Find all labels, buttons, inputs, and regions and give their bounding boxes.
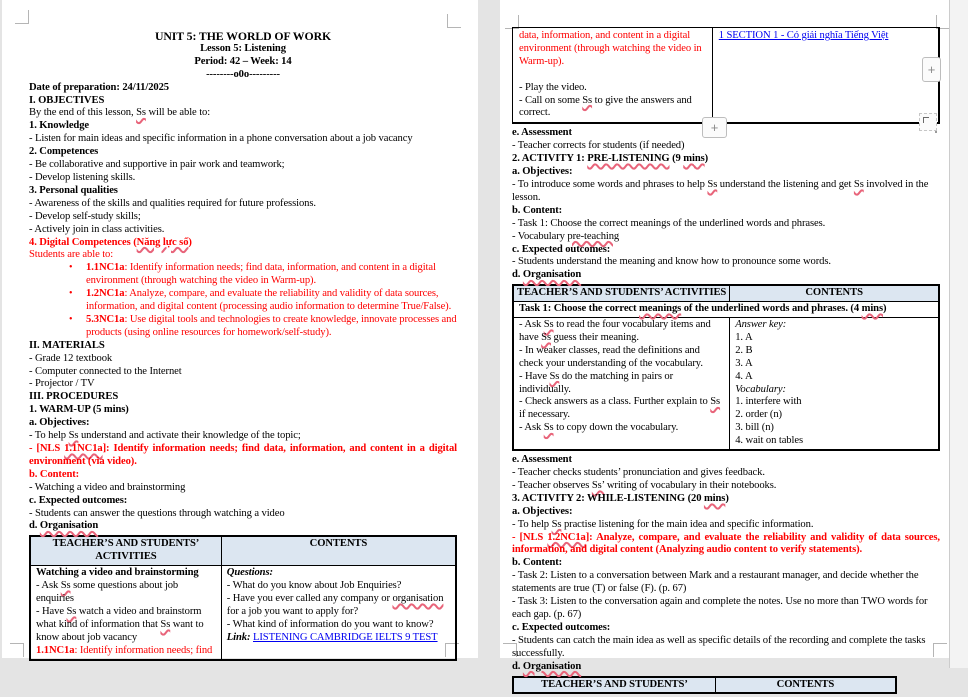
text-run: e. Assessment	[512, 454, 572, 466]
text-run: 1.1NC1a	[36, 644, 75, 656]
paragraph	[33, 538, 219, 564]
text-run: 2. ACTIVITY 1:	[512, 153, 588, 165]
paragraph	[512, 153, 940, 166]
text-run: )	[725, 492, 729, 504]
text-run: Students are able to:	[29, 249, 114, 261]
paragraph	[512, 557, 940, 570]
table-cell-contents	[713, 28, 938, 122]
text-run: By the end of this lesson,	[29, 107, 137, 119]
paragraph	[29, 237, 457, 250]
text-run: - Be collaborative and supportive in pair work and teamwork;	[29, 159, 285, 171]
text-run: understand and activate their knowledge of the topic;	[78, 430, 301, 442]
text-run: ]: Analyze, compare, and evaluate the reliability and validity of data sources, information, and digital content (Analyzing audio content to verify statements).	[512, 531, 940, 556]
text-run: a. Objectives:	[29, 417, 90, 429]
text-run: d.	[29, 520, 40, 532]
paragraph	[29, 262, 457, 288]
text-run: Organisation	[39, 520, 99, 532]
text-run: Questions:	[226, 567, 273, 579]
dot-glyph	[935, 131, 937, 133]
text-run: - In weaker classes, read the definitions and check your understanding of the vocabulary.	[519, 344, 703, 369]
text-run: - Awareness of the skills and qualities required for future professions.	[29, 197, 316, 209]
pre-listening-organisation-table	[512, 284, 940, 451]
paragraph	[512, 506, 940, 519]
text-run: Ss	[853, 178, 864, 190]
text-run: d.	[512, 660, 523, 672]
text-run: Ss	[582, 94, 593, 106]
text-run: - Have you ever called any company or	[226, 592, 393, 604]
text-run: Link:	[226, 631, 251, 643]
paragraph	[512, 140, 940, 153]
paragraph	[512, 635, 940, 661]
paragraph	[29, 211, 457, 224]
paragraph	[29, 43, 457, 56]
text-run: - To introduce some words and phrases to help	[512, 178, 708, 190]
paragraph	[519, 95, 706, 121]
text-run: - Task 2: Listen to a conversation between Mark and a restaurant manager, and decide whether the statements are true (T) or false (F). (p. 67)	[512, 570, 919, 595]
paragraph	[29, 133, 457, 146]
paragraph	[519, 371, 724, 397]
text-run: )	[704, 153, 709, 165]
text-run: to give the answers and correct.	[519, 94, 692, 119]
paragraph	[29, 56, 457, 69]
paragraph	[735, 396, 933, 409]
hyperlink[interactable]: 1 SECTION 1 - Có giải nghĩa Tiếng Việt	[718, 30, 889, 41]
text-run: 3. bill (n)	[735, 422, 774, 434]
text-run: Date of preparation: 24/11/2025	[29, 81, 170, 93]
text-run: Ss	[68, 430, 79, 442]
table-header-cell	[730, 286, 938, 301]
text-run: 5.3NC1a	[86, 313, 125, 325]
text-run: guess their meaning.	[550, 331, 639, 343]
page-1-content	[29, 30, 457, 664]
paragraph	[29, 366, 457, 379]
text-run: - Ask	[36, 580, 61, 592]
text-run: : Analyze, compare, and evaluate the reliability and validity of data sources, information, and digital content (processing audio information to determine True/False).	[86, 288, 452, 313]
paragraph	[29, 378, 457, 391]
text-run: Ss	[136, 107, 146, 119]
text-run: III. PROCEDURES	[29, 391, 119, 403]
paragraph	[719, 30, 932, 43]
paragraph	[224, 538, 453, 551]
document-page-1	[2, 0, 478, 658]
table-header-row	[514, 678, 895, 693]
paragraph	[36, 606, 216, 645]
paragraph	[735, 422, 933, 435]
text-run: - To help	[29, 430, 69, 442]
text-run: Ss	[160, 618, 171, 630]
text-run: some questions about job enquiries	[36, 580, 179, 604]
table-body-row	[513, 28, 938, 122]
text-run: - Vocabulary	[512, 230, 568, 242]
text-run: 1. Knowledge	[29, 120, 90, 132]
paragraph	[512, 244, 940, 257]
text-run: Lesson 5: Listening	[200, 42, 286, 54]
table-header-cell	[716, 678, 895, 693]
paragraph	[36, 645, 216, 658]
text-run: 2. B	[735, 344, 753, 356]
paragraph	[512, 467, 940, 480]
text-run: (9	[669, 153, 684, 165]
paragraph	[512, 661, 940, 674]
paragraph	[227, 580, 450, 593]
paragraph	[29, 469, 457, 482]
selection-handle-icon[interactable]	[919, 113, 937, 131]
text-run: CONTENTS	[805, 287, 863, 299]
text-run: Ss	[543, 319, 554, 331]
text-run: - Teacher observes	[512, 479, 592, 491]
table-header-row	[514, 286, 938, 302]
paragraph	[29, 185, 457, 198]
text-run: involved in the lesson.	[512, 178, 929, 203]
paragraph	[29, 249, 457, 262]
text-run: - Grade 12 textbook	[29, 352, 113, 364]
paragraph	[29, 314, 457, 340]
text-run: mins	[861, 303, 883, 315]
text-run: - Actively join in class activities.	[29, 223, 165, 235]
text-run: - Develop listening skills.	[29, 171, 136, 183]
text-run: - Teacher checks students’ pronunciation and gives feedback.	[512, 467, 765, 478]
text-run: will be able to:	[145, 107, 211, 119]
text-run: Ss	[543, 422, 554, 434]
table-cell-activities	[514, 318, 730, 449]
paragraph	[512, 596, 940, 622]
text-run: mins	[703, 492, 726, 504]
text-run: c. Expected outcomes:	[512, 621, 611, 633]
paragraph	[29, 198, 457, 211]
paragraph	[735, 358, 933, 371]
paragraph	[29, 482, 457, 495]
text-run: ]: Identify information needs; find data, information, and content in a digital environment (via video).	[29, 443, 457, 467]
text-run: - Students can answer the questions through watching a video	[29, 507, 285, 519]
text-run: Organisation	[522, 269, 582, 281]
text-run: 1. WARM-UP (5 mins)	[29, 404, 129, 416]
text-run: - Students understand the meaning and know how to pronounce some words.	[512, 256, 831, 268]
paragraph	[29, 120, 457, 133]
text-run: - Play the video.	[519, 81, 587, 93]
paragraph	[29, 353, 457, 366]
text-run: - Check answers as a class. Further explain to	[519, 396, 711, 408]
text-run: - [NLS	[29, 443, 65, 454]
text-run: e. Assessment	[512, 127, 572, 139]
paragraph	[29, 495, 457, 508]
text-run: for a job you want to apply for?	[226, 605, 359, 617]
text-run: I. OBJECTIVES	[29, 94, 105, 106]
text-run: Organisation	[522, 660, 582, 672]
paragraph	[512, 166, 940, 179]
text-run: TEACHER’S AND STUDENTS’	[541, 678, 688, 690]
paragraph	[735, 319, 933, 332]
paragraph	[512, 179, 940, 205]
text-run: - What kind of information do you want to know?	[226, 618, 434, 630]
text-run: - Have	[519, 370, 550, 382]
paragraph	[512, 480, 940, 493]
paragraph	[29, 508, 457, 521]
text-run: to copy down the vocabulary.	[553, 422, 679, 434]
paragraph	[512, 218, 940, 231]
paragraph	[227, 593, 450, 619]
text-run: Watching a video and brainstorming	[36, 567, 199, 579]
table-header-row	[31, 537, 455, 566]
text-run: Period: 42 – Week: 14	[194, 55, 292, 67]
text-run: - Develop self-study skills;	[29, 210, 141, 222]
text-run: 1.1NC1a	[64, 443, 103, 454]
text-run: watch a video and brainstorm what kind of information that	[36, 605, 202, 630]
paragraph	[512, 269, 940, 282]
paragraph	[227, 632, 450, 645]
text-run: a. Objectives:	[512, 166, 573, 178]
warmup-organisation-table	[29, 535, 457, 660]
text-run: II. MATERIALS	[29, 339, 105, 351]
text-run: : Identify information needs; find data, information, and content in a digital environment (through watching the video in Warm-up).	[86, 262, 436, 287]
text-boundary-mark	[447, 14, 461, 28]
text-run: Ss	[710, 396, 721, 408]
text-run: 2. order (n)	[735, 409, 782, 421]
text-run: - Computer connected to the Internet	[29, 365, 182, 377]
table-cell-activities	[31, 566, 222, 658]
text-run: )	[883, 303, 887, 315]
text-run: 1.2NC1a	[86, 288, 125, 300]
text-run: CONTENTS	[776, 678, 835, 690]
paragraph	[227, 619, 450, 632]
text-run: Ss	[60, 580, 71, 592]
paragraph	[36, 580, 216, 606]
paragraph	[29, 159, 457, 172]
text-run: c. Expected outcomes:	[29, 494, 128, 506]
text-run: organisation	[392, 592, 444, 604]
paragraph	[735, 384, 933, 397]
paragraph	[519, 422, 724, 435]
paragraph	[29, 146, 457, 159]
text-run: - Watching a video and brainstorming	[29, 481, 186, 493]
text-run: - Students can catch the main idea as well as specific details of the recording and complete the tasks successfully.	[512, 634, 926, 659]
text-run: 3. Personal qualities	[29, 184, 118, 196]
paragraph	[519, 396, 724, 422]
text-run: Answer key:	[735, 319, 787, 331]
paragraph	[29, 95, 457, 108]
paragraph	[29, 172, 457, 185]
text-run: - Have	[36, 605, 67, 617]
table-cell-contents	[730, 318, 938, 449]
paragraph	[29, 288, 457, 314]
text-run: - Ask	[519, 422, 544, 434]
text-run: understand the listening and get	[717, 178, 854, 190]
paragraph	[519, 30, 706, 69]
text-run: Ss	[707, 178, 718, 190]
paragraph	[512, 570, 940, 596]
table-body-row	[514, 318, 938, 449]
paragraph	[516, 679, 713, 692]
text-run: TEACHER’S AND STUDENTS’ ACTIVITIES	[52, 538, 200, 563]
paragraph	[29, 82, 457, 95]
paragraph	[735, 435, 933, 448]
text-run: 4. wait on tables	[735, 435, 803, 447]
text-run: b. Content:	[512, 557, 563, 569]
paragraph	[29, 443, 457, 469]
paragraph	[519, 319, 724, 345]
paragraph	[512, 231, 940, 244]
paragraph	[29, 520, 457, 533]
paragraph	[735, 332, 933, 345]
text-run: want to know about job vacancy	[36, 618, 204, 643]
text-run: Ss	[551, 518, 562, 530]
text-run: pre-teaching	[567, 230, 620, 242]
table-header-cell	[31, 537, 222, 565]
paragraph	[516, 287, 727, 300]
paragraph	[512, 532, 940, 558]
text-run: 2. Competences	[29, 146, 99, 158]
right-margin-strip	[949, 0, 968, 668]
paragraph	[29, 404, 457, 417]
text-run: - To help	[512, 518, 552, 530]
text-run: --------o0o---------	[206, 68, 280, 80]
paragraph	[29, 391, 457, 404]
paragraph	[735, 371, 933, 384]
text-run: 1.2NC1a	[547, 531, 586, 543]
paragraph	[718, 679, 893, 692]
paragraph	[519, 69, 706, 82]
table-cell-contents	[222, 566, 455, 658]
text-run: 1.1NC1a	[86, 262, 125, 274]
paragraph	[519, 82, 706, 95]
text-run: 4. Digital Competences (	[29, 236, 137, 248]
paragraph	[732, 287, 936, 300]
text-run: b. Content:	[512, 204, 563, 216]
text-run: practise listening for the main idea and specific information.	[561, 518, 814, 530]
insert-plus-button-side[interactable]: +	[922, 57, 941, 82]
insert-plus-button[interactable]: +	[702, 117, 727, 138]
text-run: UNIT 5: THE WORLD OF WORK	[154, 29, 332, 43]
paragraph	[29, 69, 457, 82]
text-run: - Teacher corrects for students (if needed)	[512, 140, 685, 152]
text-run: - Task 3: Listen to the conversation again and complete the notes. Use no more than TWO words for each gap. (p. 67)	[512, 596, 928, 620]
corner-glyph	[923, 117, 929, 123]
text-run: do the matching in pairs or individually.	[519, 370, 674, 395]
table-body-row	[31, 566, 455, 658]
text-run: 3. ACTIVITY 2: WHILE-LISTENING (20	[512, 492, 704, 504]
text-run: - [NLS	[512, 531, 548, 543]
text-run: - Call on some	[519, 94, 583, 106]
text-run: - Ask	[519, 319, 544, 331]
text-run: - Projector / TV	[29, 378, 95, 390]
text-run: b. Content:	[29, 468, 80, 480]
paragraph	[512, 256, 940, 269]
text-run: Ss	[66, 605, 77, 617]
text-run: c. Expected outcomes:	[512, 243, 611, 255]
text-run: Năng lực số	[136, 236, 189, 248]
paragraph	[735, 409, 933, 422]
text-run: 4. A	[735, 370, 753, 382]
paragraph	[29, 30, 457, 43]
text-run: - What do you know about Job Enquiries?	[226, 580, 402, 592]
text-run: Ss	[541, 331, 551, 343]
while-listening-organisation-table	[512, 676, 897, 695]
text-run: )	[188, 236, 192, 248]
table-header-cell	[514, 678, 716, 693]
paragraph	[512, 205, 940, 218]
text-run: : Use digital tools and technologies to create knowledge, innovate processes and products (using online resources for homework/self-study).	[86, 313, 457, 338]
text-run: if necessary.	[519, 409, 570, 421]
table-cell-activities	[513, 28, 713, 122]
text-run: : Identify information needs; find	[74, 644, 213, 656]
text-boundary-mark	[15, 10, 29, 24]
text-run: meanings	[639, 303, 682, 315]
warmup-table-continued	[512, 27, 940, 124]
text-run: data, information, and content in a digital environment (through watching the video in Warm-up).	[519, 30, 702, 67]
text-run: to read the four vocabulary items and have	[519, 319, 711, 343]
text-run: Ss	[549, 370, 560, 382]
paragraph	[512, 454, 940, 467]
paragraph	[512, 519, 940, 532]
text-run: of the underlined words and phrases. (4	[681, 303, 862, 315]
table-task-row	[514, 302, 938, 318]
document-page-2	[500, 0, 949, 690]
paragraph	[519, 345, 724, 371]
text-boundary-mark	[10, 643, 24, 657]
text-run: Task 1: Choose the correct	[519, 303, 639, 315]
text-run: Ss’	[591, 479, 605, 491]
text-run: - Task 1: Choose the correct meanings of the underlined words and phrases.	[512, 217, 826, 229]
text-run: TEACHER’S AND STUDENTS’ ACTIVITIES	[517, 287, 727, 299]
text-run: 3. A	[735, 357, 753, 369]
paragraph	[29, 340, 457, 353]
text-run: mins	[683, 153, 705, 165]
paragraph	[512, 493, 940, 506]
paragraph	[29, 224, 457, 237]
paragraph	[36, 567, 216, 580]
paragraph	[735, 345, 933, 358]
paragraph	[29, 417, 457, 430]
text-run: - Listen for main ideas and specific information in a phone conversation about a job vacancy	[29, 133, 413, 145]
text-run: a. Objectives:	[512, 505, 573, 517]
text-run: 1. interfere with	[735, 396, 802, 408]
table-header-cell	[514, 286, 730, 301]
table-header-cell	[222, 537, 455, 565]
text-run: PRE-LISTENING	[587, 153, 670, 165]
text-run: Vocabulary:	[735, 383, 786, 395]
text-run: writing of vocabulary in their notebooks.	[604, 479, 777, 491]
text-run: 1. A	[735, 331, 753, 343]
paragraph	[29, 430, 457, 443]
paragraph	[29, 107, 457, 120]
text-run: d.	[512, 269, 523, 281]
hyperlink[interactable]: LISTENING CAMBRIDGE IELTS 9 TEST	[253, 631, 438, 643]
paragraph	[227, 567, 450, 580]
text-run: CONTENTS	[309, 538, 368, 550]
paragraph	[512, 622, 940, 635]
